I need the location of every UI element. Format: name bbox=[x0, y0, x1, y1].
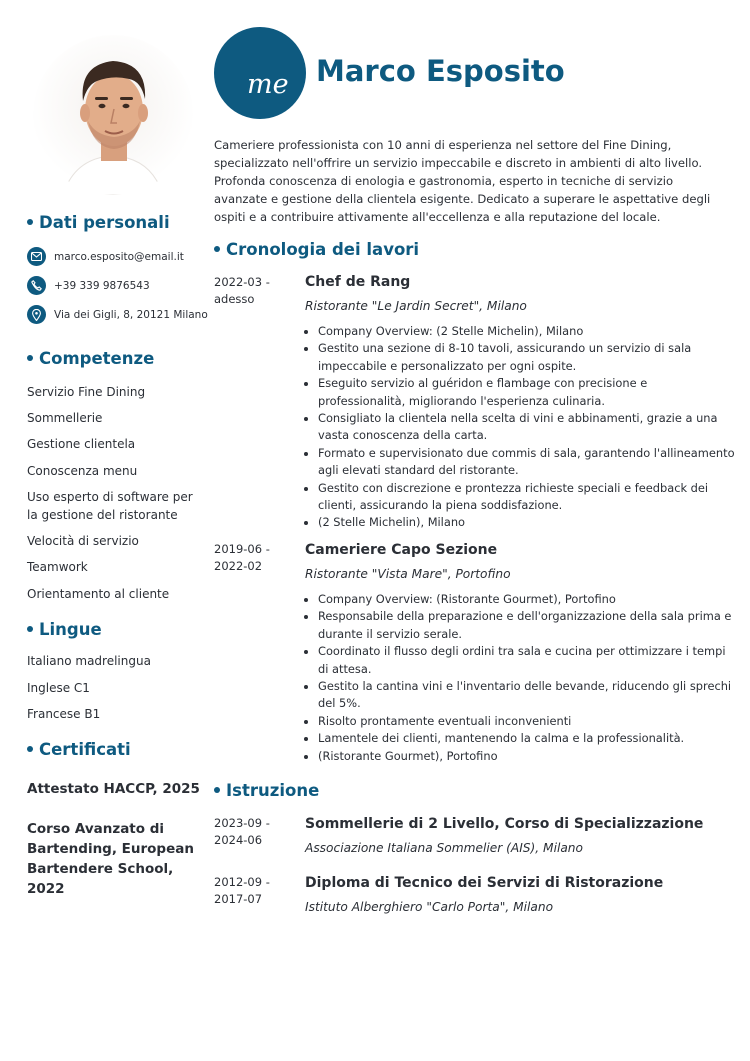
education-date: 2023-09 - 2024-06 bbox=[214, 816, 270, 847]
job-bullet: • Company Overview: (2 Stelle Michelin), Milano bbox=[318, 323, 738, 340]
job-bullet: • Eseguito servizio al guéridon e flambage con precisione e professionalità, migliorando l'esperienza culinaria. bbox=[318, 375, 738, 410]
job-bullet: • Consigliato la clientela nella scelta di vini e abbinamenti, grazie a una vasta conoscenza della carta. bbox=[318, 410, 738, 445]
job-bullet: • Company Overview: (Ristorante Gourmet), Portofino bbox=[318, 591, 738, 608]
job-bullets bbox=[305, 323, 738, 532]
certificates-heading: Certificati bbox=[27, 740, 131, 759]
job-bullet: • Responsabile della preparazione e dell'organizzazione della sala prima e durante il servizio serale. bbox=[318, 608, 738, 643]
education-institution: Istituto Alberghiero "Carlo Porta", Milano bbox=[305, 900, 554, 914]
email-text: marco.esposito@email.it bbox=[54, 250, 184, 263]
skill-item: Teamwork bbox=[27, 560, 88, 574]
profile-photo-illustration bbox=[33, 35, 193, 195]
profile-photo bbox=[33, 35, 193, 195]
job-date: 2019-06 - 2022-02 bbox=[214, 542, 270, 573]
language-item: Inglese C1 bbox=[27, 681, 90, 695]
skills-heading: Competenze bbox=[27, 349, 154, 368]
languages-heading: Lingue bbox=[27, 620, 102, 639]
job-bullet: • Gestito con discrezione e prontezza richieste speciali e feedback dei clienti, assicurando la piena soddisfazione. bbox=[318, 480, 738, 515]
job-date: 2022-03 - adesso bbox=[214, 275, 270, 306]
skill-item: Orientamento al cliente bbox=[27, 587, 170, 601]
candidate-name: Marco Esposito bbox=[316, 54, 565, 88]
job-bullets bbox=[305, 591, 738, 765]
job-bullet: • (2 Stelle Michelin), Milano bbox=[318, 514, 738, 531]
contact-address bbox=[27, 305, 208, 324]
skill-item: Uso esperto di software per la gestione del ristorante bbox=[27, 490, 193, 522]
skill-item: Gestione clientela bbox=[27, 437, 136, 451]
job-bullet: • Gestito una sezione di 8-10 tavoli, assicurando un servizio di sala impeccabile e personalizzato per ogni ospite. bbox=[318, 340, 738, 375]
job-company: Ristorante "Vista Mare", Portofino bbox=[305, 567, 511, 581]
monogram-logo: me bbox=[214, 27, 306, 119]
skill-item: Servizio Fine Dining bbox=[27, 385, 146, 399]
education-institution: Associazione Italiana Sommelier (AIS), Milano bbox=[305, 841, 583, 855]
contact-email[interactable] bbox=[27, 247, 184, 266]
language-item: Francese B1 bbox=[27, 707, 101, 721]
certificate-item: Corso Avanzato di Bartending, European Bartendere School, 2022 bbox=[27, 821, 194, 897]
job-title: Chef de Rang bbox=[305, 274, 411, 290]
skill-item: Sommellerie bbox=[27, 411, 103, 425]
education-title: Sommellerie di 2 Livello, Corso di Specializzazione bbox=[305, 816, 704, 832]
phone-text: +39 339 9876543 bbox=[54, 279, 150, 292]
education-title: Diploma di Tecnico dei Servizi di Ristorazione bbox=[305, 875, 664, 891]
job-bullet: • Gestito la cantina vini e l'inventario delle bevande, riducendo gli sprechi del 5%. bbox=[318, 678, 738, 713]
job-company: Ristorante "Le Jardin Secret", Milano bbox=[305, 299, 527, 313]
job-title: Cameriere Capo Sezione bbox=[305, 542, 498, 558]
job-bullet: • Coordinato il flusso degli ordini tra sala e cucina per ottimizzare i tempi di attesa. bbox=[318, 643, 738, 678]
skill-item: Velocità di servizio bbox=[27, 534, 139, 548]
profile-summary: Cameriere professionista con 10 anni di esperienza nel settore del Fine Dining, specializzato nell'offrire un servizio impeccabile e discreto in ambienti di alto livello. Profonda conoscenza di enologia e gastronomia, esperto in tecniche di servizio avanzate e gestione della clientela esigente. Dedicato a superare le aspettative degli ospiti e a contribuire attivamente all'eccellenza e alla reputazione del locale. bbox=[214, 138, 711, 224]
skill-item: Conoscenza menu bbox=[27, 464, 138, 478]
job-bullet: • (Ristorante Gourmet), Portofino bbox=[318, 748, 738, 765]
language-item: Italiano madrelingua bbox=[27, 654, 151, 668]
contact-phone[interactable] bbox=[27, 276, 150, 295]
education-heading: Istruzione bbox=[214, 781, 319, 800]
job-bullet: • Lamentele dei clienti, mantenendo la calma e la professionalità. bbox=[318, 730, 738, 747]
job-bullet: • Risolto prontamente eventuali inconvenienti bbox=[318, 713, 738, 730]
phone-icon bbox=[27, 276, 46, 295]
work-history-heading: Cronologia dei lavori bbox=[214, 240, 419, 259]
education-date: 2012-09 - 2017-07 bbox=[214, 875, 270, 906]
personal-data-heading: Dati personali bbox=[27, 213, 170, 232]
certificate-item: Attestato HACCP, 2025 bbox=[27, 781, 200, 797]
location-pin-icon bbox=[27, 305, 46, 324]
job-bullet: • Formato e supervisionato due commis di sala, garantendo l'allineamento agli elevati standard del ristorante. bbox=[318, 445, 738, 480]
address-text: Via dei Gigli, 8, 20121 Milano bbox=[54, 308, 208, 321]
email-icon bbox=[27, 247, 46, 266]
